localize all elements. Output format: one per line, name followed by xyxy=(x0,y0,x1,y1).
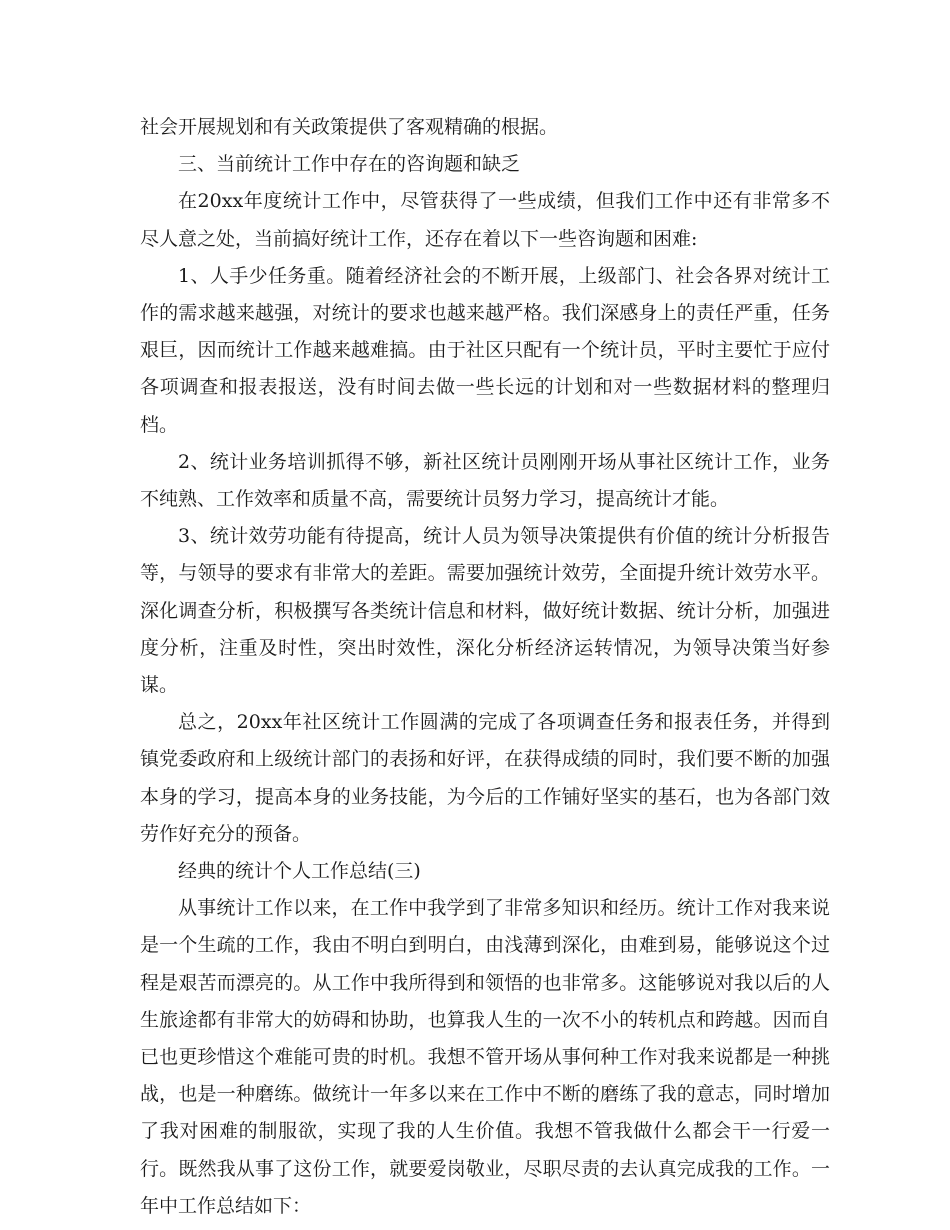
paragraph-problem-1: 1、人手少任务重。随着经济社会的不断开展，上级部门、社会各界对统计工作的需求越来越强，对统计的要求也越来越严格。我们深感身上的责任严重，任务艰巨，因而统计工作越来越难搞。由于社区只配有一个统计员，平时主要忙于应付各项调查和报表报送，没有时间去做一些长远的计划和对一些数据材料的整理归档。 xyxy=(140,264,830,436)
paragraph-problem-3: 3、统计效劳功能有待提高，统计人员为领导决策提供有价值的统计分析报告等，与领导的要求有非常大的差距。需要加强统计效劳，全面提升统计效劳水平。深化调查分析，积极撰写各类统计信息和材料，做好统计数据、统计分析，加强进度分析，注重及时性，突出时效性，深化分析经济运转情况，为领导决策当好参谋。 xyxy=(140,525,830,697)
section-heading-summary-3: 经典的统计个人工作总结(三) xyxy=(178,860,421,883)
paragraph-conclusion: 总之，20xx年社区统计工作圆满的完成了各项调查任务和报表任务，并得到镇党委政府和上级统计部门的表扬和好评，在获得成绩的同时，我们要不断的加强本身的学习，提高本身的业务技能，为今后的工作铺好坚实的基石，也为各部门效劳作好充分的预备。 xyxy=(140,711,830,845)
paragraph-summary-3-body: 从事统计工作以来，在工作中我学到了非常多知识和经历。统计工作对我来说是一个生疏的工作，我由不明白到明白，由浅薄到深化，由难到易，能够说这个过程是艰苦而漂亮的。从工作中我所得到和领悟的也非常多。这能够说对我以后的人生旅途都有非常大的妨碍和协助，也算我人生的一次不小的转机点和跨越。因而自已也更珍惜这个难能可贵的时机。我想不管开场从事何种工作对我来说都是一种挑战，也是一种磨练。做统计一年多以来在工作中不断的磨练了我的意志，同时增加了我对困难的制服欲，实现了我的人生价值。我想不管我做什么都会干一行爱一行。既然我从事了这份工作，就要爱岗敬业，尽职尽责的去认真完成我的工作。一年中工作总结如下： xyxy=(140,897,830,1217)
paragraph-problem-2: 2、统计业务培训抓得不够，新社区统计员刚刚开场从事社区统计工作，业务不纯熟、工作效率和质量不高，需要统计员努力学习，提高统计才能。 xyxy=(140,450,830,511)
paragraph-continuation: 社会开展规划和有关政策提供了客观精确的根据。 xyxy=(140,116,559,138)
paragraph-intro-problems: 在20xx年度统计工作中，尽管获得了一些成绩，但我们工作中还有非常多不尽人意之处，当前搞好统计工作，还存在着以下一些咨询题和困难: xyxy=(140,190,830,250)
document-page xyxy=(140,109,830,1225)
section-heading-problems: 三、当前统计工作中存在的咨询题和缺乏 xyxy=(178,153,521,176)
